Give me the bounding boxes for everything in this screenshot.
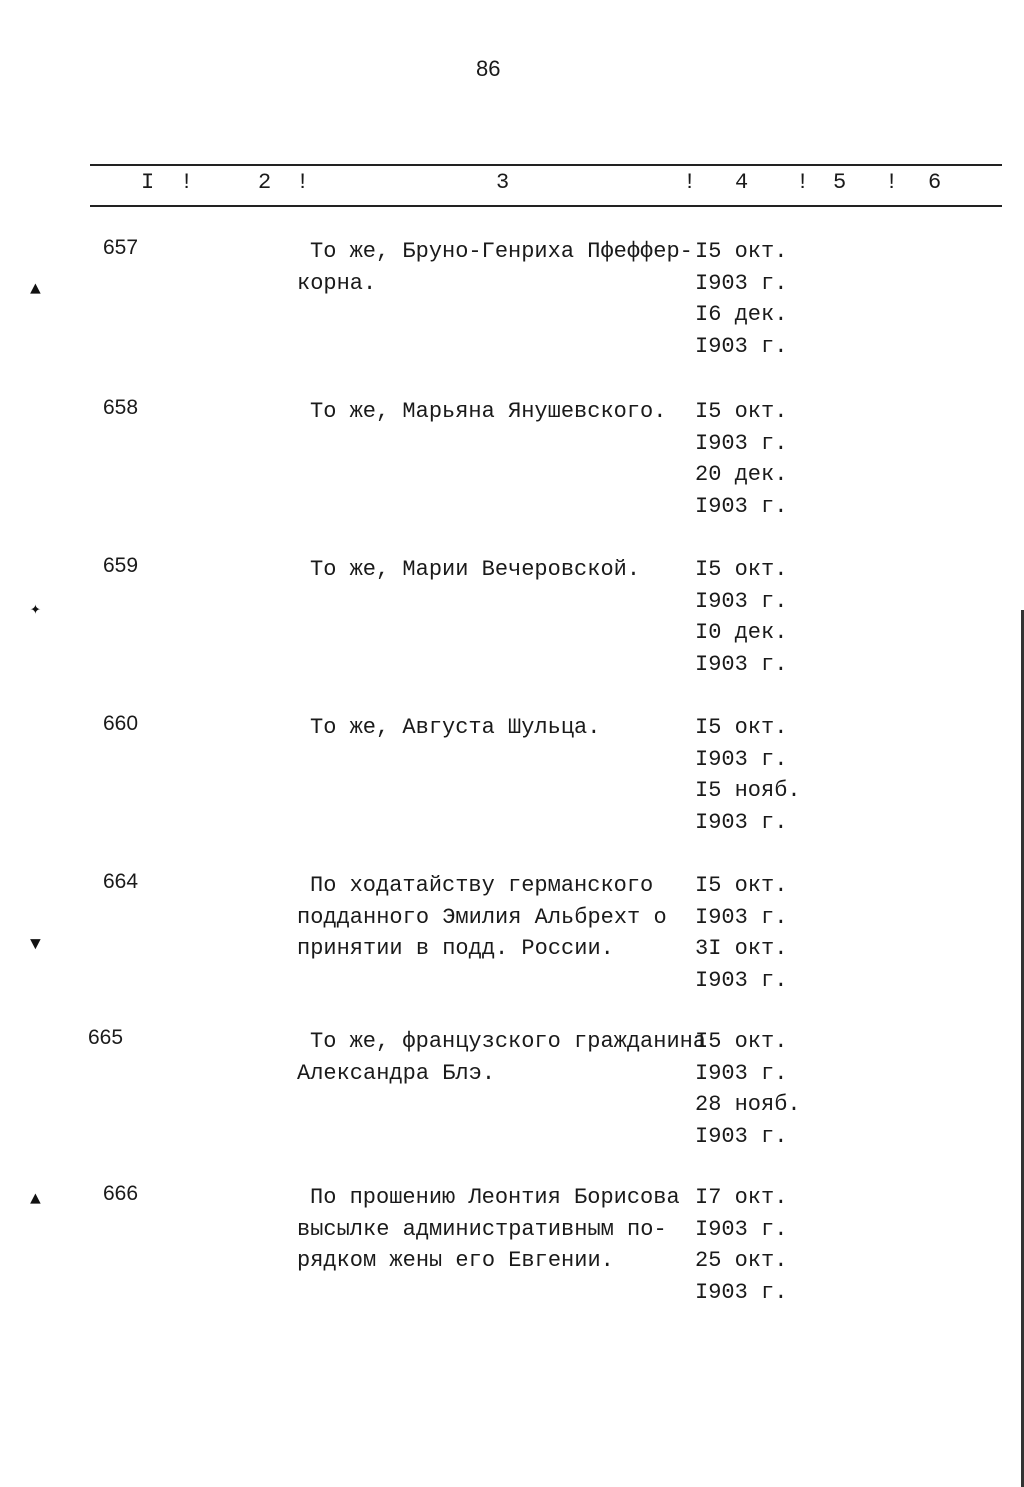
header-top-rule <box>90 164 1002 166</box>
header-col-2: 2 <box>258 170 272 195</box>
entry-dates <box>695 554 787 680</box>
date-line: I903 г. <box>695 430 788 456</box>
punch-hole-mark-icon: ▲ <box>30 280 41 300</box>
date-line: I903 г. <box>695 904 788 930</box>
date-line: I903 г. <box>695 333 788 359</box>
date-line: I5 окт. <box>695 557 788 582</box>
entry-number: 657 <box>103 236 139 259</box>
punch-hole-mark-icon: ▼ <box>30 935 41 955</box>
description-line: подданного Эмилия Альбрехт о <box>297 904 667 930</box>
description-line: принятии в подд. России. <box>297 936 614 961</box>
date-line: 20 дек. <box>695 462 788 487</box>
date-line: I5 окт. <box>695 715 788 740</box>
entry-number: 659 <box>103 554 139 577</box>
entry-dates <box>695 712 801 838</box>
entry-number: 666 <box>103 1182 139 1205</box>
header-col-3: 3 <box>496 170 510 195</box>
header-col-4: 4 <box>735 170 749 195</box>
entry-description <box>297 1182 680 1277</box>
date-line: I5 окт. <box>695 1029 788 1054</box>
header-col-5: 5 <box>833 170 847 195</box>
date-line: I5 нояб. <box>695 778 801 803</box>
entry-number: 658 <box>103 396 139 419</box>
date-line: I903 г. <box>695 270 788 296</box>
date-line: 25 окт. <box>695 1248 788 1273</box>
header-col-1: I <box>141 170 155 195</box>
entry-description <box>297 1026 706 1089</box>
date-line: I903 г. <box>695 1279 788 1305</box>
header-sep: ! <box>296 170 310 195</box>
entry-description <box>297 236 693 299</box>
date-line: I5 окт. <box>695 239 788 264</box>
entry-dates <box>695 870 787 996</box>
date-line: I903 г. <box>695 746 788 772</box>
date-line: I903 г. <box>695 1123 788 1149</box>
description-line: То же, Августа Шульца. <box>310 715 601 740</box>
date-line: I903 г. <box>695 809 788 835</box>
date-line: I0 дек. <box>695 620 788 645</box>
entry-dates <box>695 396 787 522</box>
description-line: Александра Блэ. <box>297 1060 496 1086</box>
header-sep: ! <box>885 170 899 195</box>
entry-description <box>297 554 640 586</box>
date-line: I903 г. <box>695 1060 788 1086</box>
date-line: I903 г. <box>695 493 788 519</box>
page-number: 86 <box>476 56 501 81</box>
description-line: То же, французского гражданина <box>310 1029 707 1054</box>
entry-number: 660 <box>103 712 139 735</box>
description-line: По ходатайству германского <box>310 873 654 898</box>
description-line: высылке административным по- <box>297 1216 667 1242</box>
description-line: По прошению Леонтия Борисова <box>310 1185 680 1210</box>
header-col-6: 6 <box>928 170 942 195</box>
date-line: I5 окт. <box>695 399 788 424</box>
description-line: рядком жены его Евгении. <box>297 1248 614 1273</box>
header-bottom-rule <box>90 205 1002 207</box>
header-sep: ! <box>180 170 194 195</box>
description-line: То же, Бруно-Генриха Пфеффер- <box>310 239 693 264</box>
date-line: I903 г. <box>695 1216 788 1242</box>
date-line: I7 окт. <box>695 1185 788 1210</box>
date-line: 3I окт. <box>695 936 788 961</box>
punch-hole-mark-icon: ✦ <box>30 600 41 620</box>
punch-hole-mark-icon: ▲ <box>30 1190 41 1210</box>
entry-dates <box>695 1026 801 1152</box>
entry-description <box>297 396 666 428</box>
date-line: I5 окт. <box>695 873 788 898</box>
entry-dates <box>695 1182 787 1308</box>
entry-number: 664 <box>103 870 139 893</box>
entry-number: 665 <box>88 1026 124 1049</box>
header-sep: ! <box>683 170 697 195</box>
date-line: I6 дек. <box>695 302 788 327</box>
entry-description <box>297 870 667 965</box>
date-line: 28 нояб. <box>695 1092 801 1117</box>
date-line: I903 г. <box>695 967 788 993</box>
description-line: корна. <box>297 270 377 296</box>
description-line: То же, Марии Вечеровской. <box>310 557 641 582</box>
date-line: I903 г. <box>695 588 788 614</box>
date-line: I903 г. <box>695 651 788 677</box>
description-line: То же, Марьяна Янушевского. <box>310 399 667 424</box>
header-sep: ! <box>796 170 810 195</box>
entry-description <box>297 712 600 744</box>
entry-dates <box>695 236 787 362</box>
